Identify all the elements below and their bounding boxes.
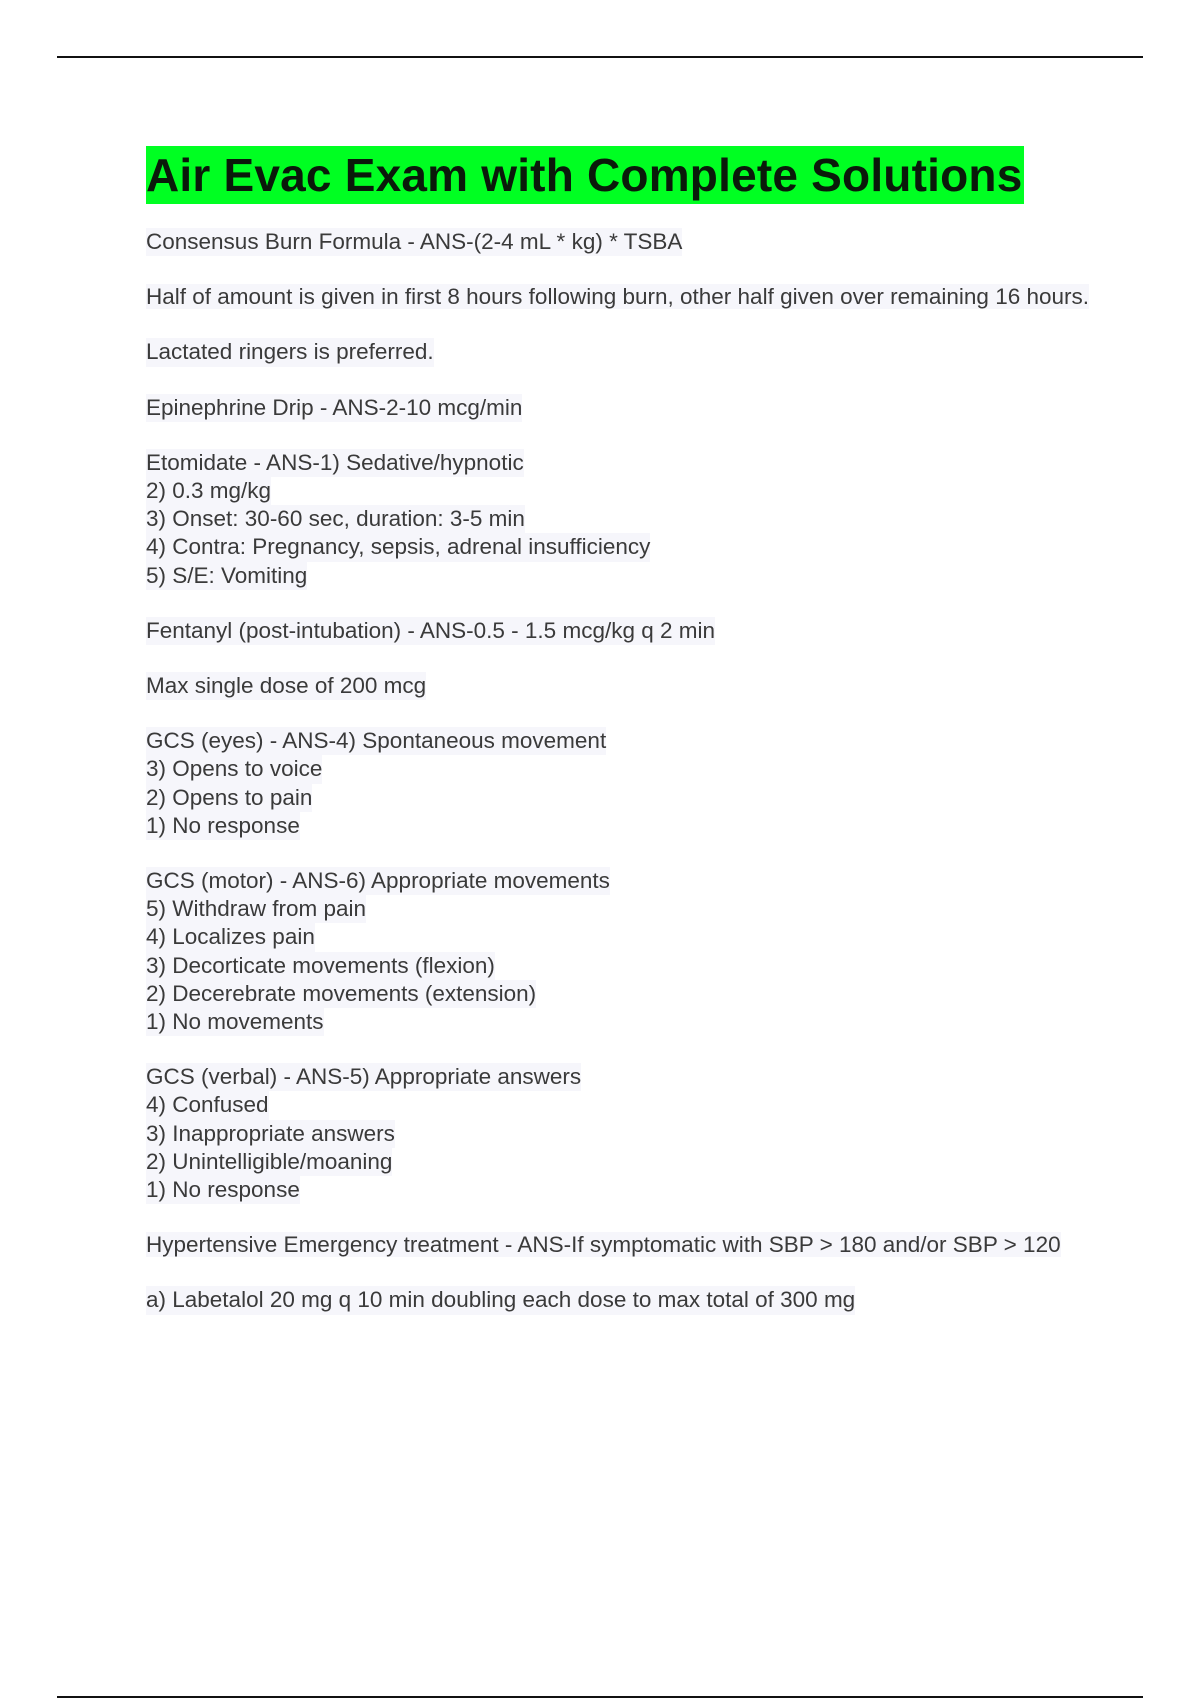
text-line: Hypertensive Emergency treatment - ANS-If symptomatic with SBP > 180 and/or SBP > 120: [146, 1232, 1061, 1258]
text-line: Consensus Burn Formula - ANS-(2-4 mL * kg) * TSBA: [146, 228, 682, 256]
text-line: GCS (verbal) - ANS-5) Appropriate answers: [146, 1063, 581, 1091]
paragraph-list: [146, 228, 1090, 1315]
text-line: GCS (motor) - ANS-6) Appropriate movements: [146, 867, 610, 895]
text-line: Lactated ringers is preferred.: [146, 338, 434, 366]
qa-paragraph: [146, 672, 1090, 700]
text-line: 5) Withdraw from pain: [146, 895, 366, 923]
text-line: Fentanyl (post-intubation) - ANS-0.5 - 1.5 mcg/kg q 2 min: [146, 617, 715, 645]
text-line: 3) Inappropriate answers: [146, 1120, 395, 1148]
text-line: 2) 0.3 mg/kg: [146, 477, 271, 505]
qa-paragraph: [146, 1063, 1090, 1204]
qa-paragraph: [146, 617, 1090, 645]
text-line: Half of amount is given in first 8 hours following burn, other half given over remaining 16 hours.: [146, 284, 1090, 310]
text-line: 2) Opens to pain: [146, 784, 312, 812]
bottom-rule: [57, 1696, 1143, 1698]
qa-paragraph: [146, 338, 1090, 366]
qa-paragraph: [146, 1231, 1090, 1259]
document-body: [146, 146, 1090, 1315]
text-line: 4) Localizes pain: [146, 923, 315, 951]
text-line: Max single dose of 200 mcg: [146, 672, 426, 700]
text-line: 4) Contra: Pregnancy, sepsis, adrenal insufficiency: [146, 533, 650, 561]
text-line: a) Labetalol 20 mg q 10 min doubling each dose to max total of 300 mg: [146, 1286, 855, 1314]
text-line: 1) No response: [146, 812, 300, 840]
text-line: GCS (eyes) - ANS-4) Spontaneous movement: [146, 727, 606, 755]
text-line: 3) Decorticate movements (flexion): [146, 952, 495, 980]
qa-paragraph: [146, 228, 1090, 256]
title-block: [146, 146, 1090, 204]
text-line: 3) Onset: 30-60 sec, duration: 3-5 min: [146, 505, 525, 533]
text-line: Etomidate - ANS-1) Sedative/hypnotic: [146, 449, 524, 477]
text-line: Epinephrine Drip - ANS-2-10 mcg/min: [146, 394, 522, 422]
qa-paragraph: [146, 283, 1090, 311]
text-line: 4) Confused: [146, 1091, 269, 1119]
document-title: Air Evac Exam with Complete Solutions: [146, 146, 1024, 204]
qa-paragraph: [146, 867, 1090, 1036]
text-line: 5) S/E: Vomiting: [146, 562, 307, 590]
text-line: 1) No response: [146, 1176, 300, 1204]
qa-paragraph: [146, 727, 1090, 840]
qa-paragraph: [146, 394, 1090, 422]
top-rule: [57, 56, 1143, 58]
qa-paragraph: [146, 1286, 1090, 1314]
text-line: 2) Decerebrate movements (extension): [146, 980, 536, 1008]
qa-paragraph: [146, 449, 1090, 590]
text-line: 2) Unintelligible/moaning: [146, 1148, 392, 1176]
text-line: 3) Opens to voice: [146, 755, 322, 783]
text-line: 1) No movements: [146, 1008, 324, 1036]
